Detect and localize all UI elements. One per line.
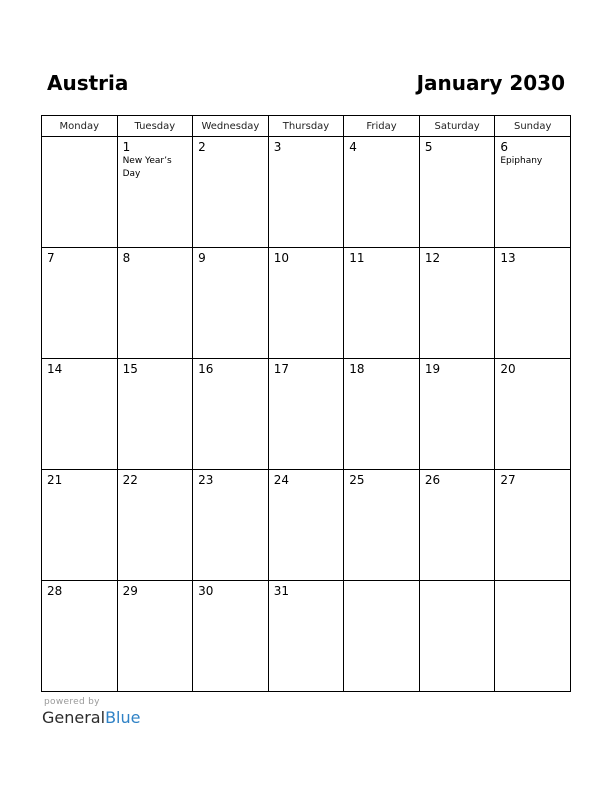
weekday-header-monday: Monday [42,116,118,137]
calendar-grid [41,115,571,692]
day-cell [344,581,420,692]
week-row [42,581,571,692]
day-cell [419,137,495,248]
day-number: 8 [122,251,131,265]
day-number: 15 [122,362,138,376]
week-row [42,470,571,581]
day-number: 27 [500,473,516,487]
day-number: 31 [273,584,289,598]
holiday-label: New Year’s Day [122,156,172,179]
weekday-header-tuesday: Tuesday [117,116,193,137]
day-cell [495,359,571,470]
day-cell [42,137,118,248]
day-number: 1 [122,140,131,154]
powered-by-text: powered by [44,697,100,707]
week-row [42,359,571,470]
country-title: Austria [47,71,129,95]
day-number: 19 [424,362,441,376]
weekday-header-sunday: Sunday [495,116,571,137]
day-number: 2 [198,140,206,154]
day-number: 10 [273,251,289,265]
weekday-header-saturday: Saturday [419,116,495,137]
day-number: 25 [349,473,365,487]
day-number: 14 [47,362,63,376]
day-cell [193,137,269,248]
day-cell [495,248,571,359]
day-cell [495,137,571,248]
day-cell [193,359,269,470]
day-cell [419,359,495,470]
day-cell [117,248,193,359]
day-number: 11 [349,251,365,265]
day-number: 30 [198,584,214,598]
day-number: 26 [424,473,441,487]
day-cell [419,581,495,692]
day-cell [268,581,344,692]
weekday-header-wednesday: Wednesday [193,116,269,137]
week-row [42,137,571,248]
day-cell [42,470,118,581]
day-cell [344,359,420,470]
day-cell [42,248,118,359]
day-number: 9 [198,251,206,265]
day-number: 13 [500,251,516,265]
day-number: 28 [47,584,63,598]
day-cell [344,470,420,581]
day-number: 3 [273,140,282,154]
day-cell [193,470,269,581]
day-cell [344,248,420,359]
day-number: 12 [424,251,441,265]
brand-general-text: General [42,708,106,727]
day-cell [117,581,193,692]
day-number: 24 [273,473,289,487]
day-number: 20 [500,362,516,376]
brand-blue-text: Blue [105,708,141,727]
day-cell [268,359,344,470]
day-cell [42,359,118,470]
day-cell [268,137,344,248]
weekday-header-thursday: Thursday [268,116,344,137]
weekday-header-friday: Friday [344,116,420,137]
month-year-title: January 2030 [416,71,565,95]
day-cell [193,248,269,359]
generalblue-logo[interactable] [42,708,140,727]
day-number: 5 [424,140,433,154]
holiday-label: Epiphany [500,156,543,166]
day-number: 17 [273,362,289,376]
day-cell [268,248,344,359]
week-row [42,248,571,359]
day-number: 29 [122,584,138,598]
day-number: 4 [349,140,357,154]
day-number: 18 [349,362,365,376]
day-cell [268,470,344,581]
day-cell [495,581,571,692]
day-number: 23 [198,473,214,487]
day-cell [117,470,193,581]
day-number: 22 [122,473,138,487]
day-cell [42,581,118,692]
day-cell [117,137,193,248]
day-cell [117,359,193,470]
day-cell [495,470,571,581]
day-number: 6 [500,140,509,154]
day-number: 7 [47,251,55,265]
day-cell [344,137,420,248]
day-cell [193,581,269,692]
day-cell [419,248,495,359]
weekday-header-row [42,116,571,137]
day-number: 21 [47,473,63,487]
day-number: 16 [198,362,214,376]
day-cell [419,470,495,581]
